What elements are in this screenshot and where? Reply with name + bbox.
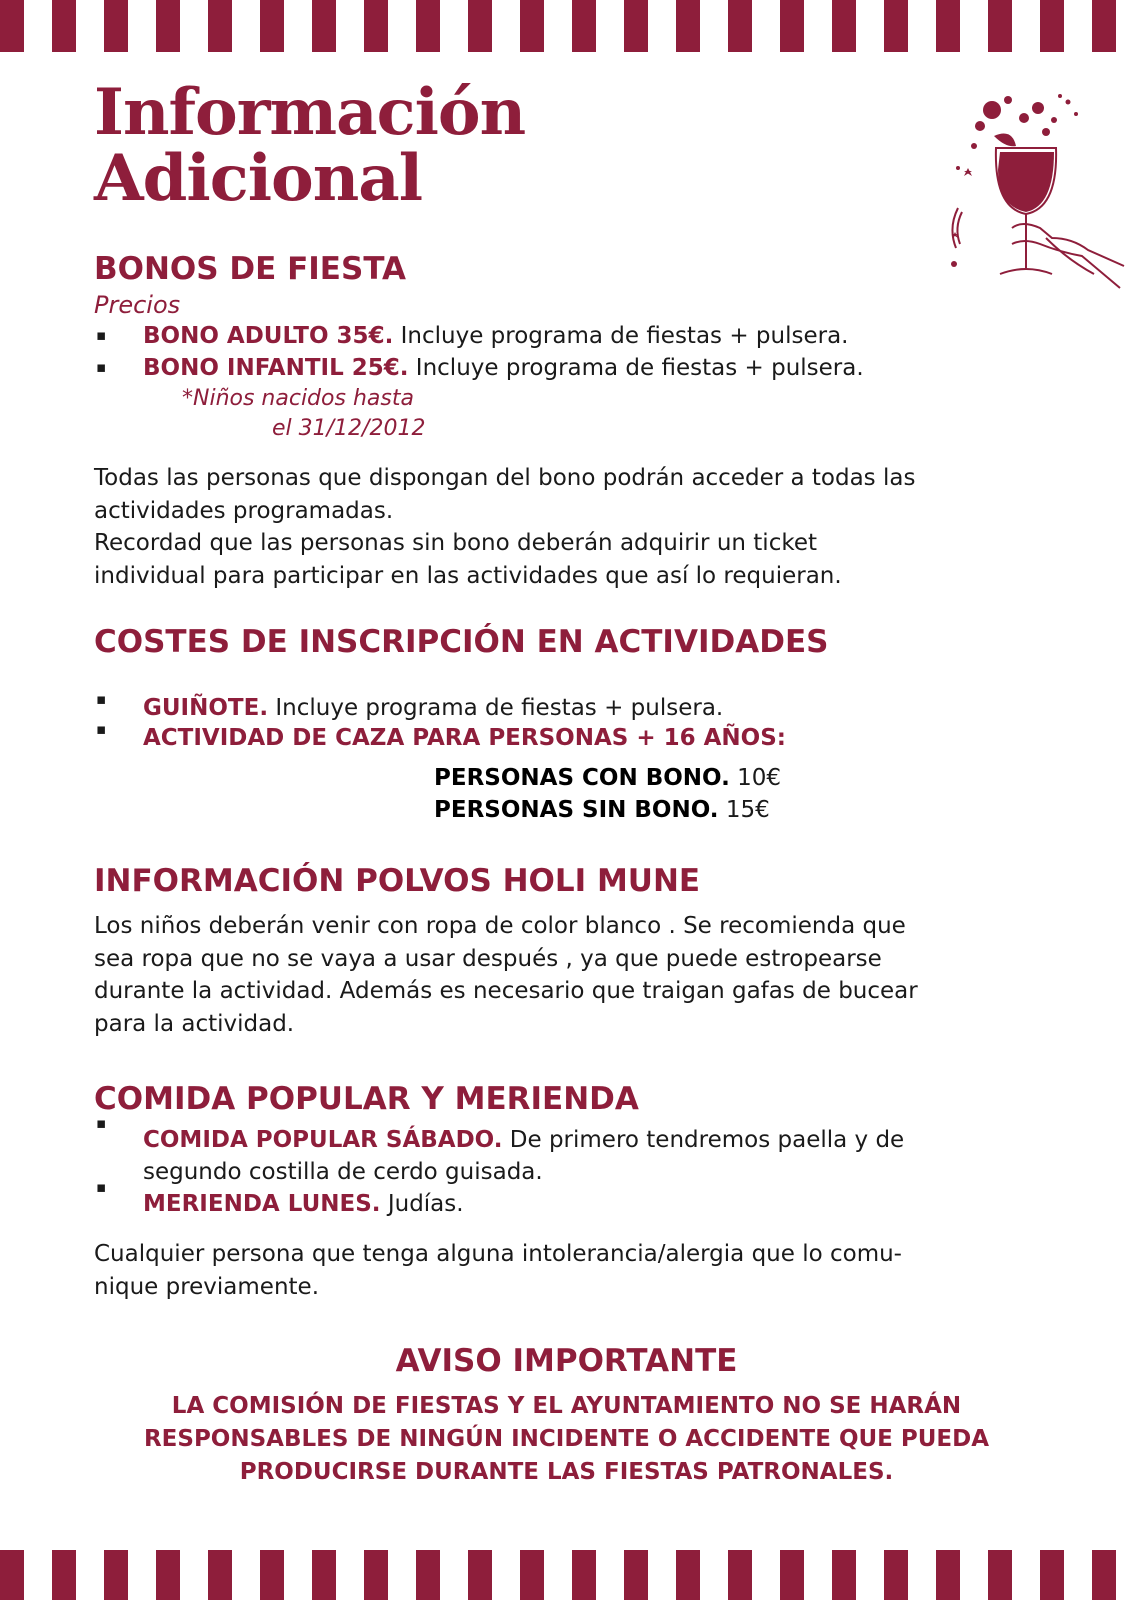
aviso-heading: AVISO IMPORTANTE — [395, 1343, 738, 1379]
sin-bono-label: PERSONAS SIN BONO. — [434, 797, 719, 823]
alergia-note — [94, 1238, 1042, 1303]
bono-infantil-text: Incluye programa de fiestas + pulsera. — [415, 355, 864, 381]
page-title — [94, 75, 526, 216]
infantil-note-line-2: el 31/12/2012 — [272, 416, 426, 441]
alergia-note-line: nique previamente. — [94, 1273, 320, 1300]
merienda-text: Judías. — [387, 1191, 464, 1217]
aviso-line: RESPONSABLES DE NINGÚN INCIDENTE O ACCIDENTE QUE PUEDA — [143, 1426, 990, 1452]
caza-price-row — [434, 762, 781, 795]
top-stripe-border — [0, 0, 1133, 52]
bottom-stripe-border — [0, 1550, 1133, 1600]
square-bullet-icon: ▪ — [96, 1178, 107, 1196]
list-item — [143, 722, 1023, 754]
alergia-note-line: Cualquier persona que tenga alguna intolerancia/alergia que lo comu- — [94, 1241, 902, 1267]
holi-paragraph-line: Los niños deberán venir con ropa de color blanco . Se recomienda que — [94, 913, 906, 939]
square-bullet-icon: ▪ — [96, 720, 107, 738]
holi-paragraph-line: sea ropa que no se vaya a usar después , ya que puede estropearse — [94, 945, 882, 972]
guinote-text: Incluye programa de fiestas + pulsera. — [275, 695, 724, 721]
caza-price-row — [434, 794, 770, 827]
square-bullet-icon: ▪ — [96, 358, 107, 376]
bonos-paragraph — [94, 462, 915, 592]
list-item — [143, 692, 1023, 724]
wine-glass-toast-icon — [950, 88, 1130, 318]
bonos-paragraph-line: individual para participar en las actividades que así lo requieran. — [94, 562, 842, 589]
bono-infantil-label: BONO INFANTIL 25€. — [143, 355, 409, 381]
holi-paragraph-line: durante la actividad. Además es necesario que traigan gafas de bucear — [94, 978, 918, 1004]
title-line-1: Información — [94, 75, 526, 150]
square-bullet-icon: ▪ — [96, 690, 107, 708]
aviso-text — [0, 1390, 1133, 1489]
list-item — [143, 320, 1023, 352]
bonos-paragraph-line: Recordad que las personas sin bono deberán adquirir un ticket — [94, 530, 818, 556]
list-item — [143, 352, 1023, 384]
square-bullet-icon: ▪ — [96, 326, 107, 344]
holi-heading: INFORMACIÓN POLVOS HOLI MUNE — [94, 863, 701, 899]
bonos-heading: BONOS DE FIESTA — [94, 251, 407, 287]
sin-bono-value: 15€ — [725, 797, 770, 823]
precios-subheading: Precios — [94, 291, 181, 319]
con-bono-label: PERSONAS CON BONO. — [434, 765, 730, 791]
square-bullet-icon: ▪ — [96, 1114, 107, 1132]
comida-sabado-text-2: segundo costilla de cerdo guisada. — [143, 1159, 543, 1185]
comida-sabado-text: De primero tendremos paella y de — [509, 1127, 905, 1153]
title-line-2: Adicional — [94, 141, 422, 216]
aviso-line: PRODUCIRSE DURANTE LAS FIESTAS PATRONALES. — [239, 1459, 894, 1485]
comida-heading: COMIDA POPULAR Y MERIENDA — [94, 1081, 639, 1117]
bonos-paragraph-line: actividades programadas. — [94, 497, 394, 524]
bono-adulto-text: Incluye programa de fiestas + pulsera. — [400, 323, 849, 349]
bonos-paragraph-line: Todas las personas que dispongan del bono podrán acceder a todas las — [94, 465, 916, 491]
guinote-label: GUIÑOTE. — [143, 695, 269, 721]
caza-label: ACTIVIDAD DE CAZA PARA PERSONAS + 16 AÑOS: — [143, 725, 786, 751]
holi-paragraph-line: para la actividad. — [94, 1010, 295, 1037]
comida-sabado-label: COMIDA POPULAR SÁBADO. — [143, 1127, 503, 1153]
merienda-label: MERIENDA LUNES. — [143, 1191, 381, 1217]
con-bono-value: 10€ — [737, 765, 782, 791]
list-item — [143, 1188, 1023, 1220]
costes-heading: COSTES DE INSCRIPCIÓN EN ACTIVIDADES — [94, 624, 829, 660]
list-item — [143, 1124, 1023, 1188]
aviso-line: LA COMISIÓN DE FIESTAS Y EL AYUNTAMIENTO NO SE HARÁN — [171, 1393, 962, 1419]
infantil-note-line-1: *Niños nacidos hasta — [182, 386, 414, 411]
bono-adulto-label: BONO ADULTO 35€. — [143, 323, 394, 349]
holi-paragraph — [94, 910, 1042, 1040]
